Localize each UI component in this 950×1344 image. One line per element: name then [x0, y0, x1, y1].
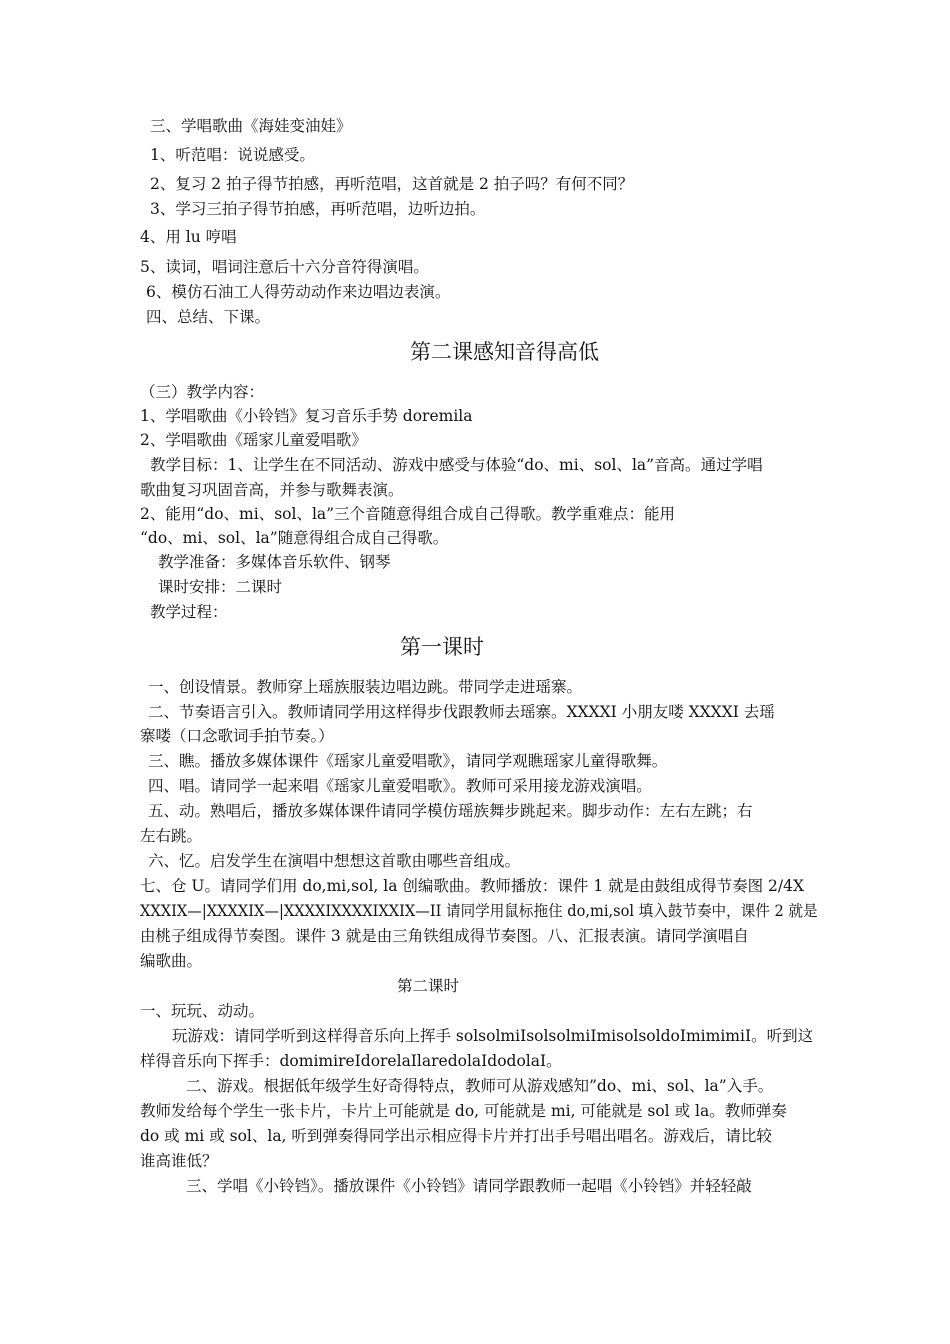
- paragraph-line: 4、用 lu 哼唱: [140, 228, 237, 246]
- paragraph-line: 歌曲复习巩固音高，并参与歌舞表演。: [140, 481, 404, 499]
- paragraph-line: 2、学唱歌曲《瑶家儿童爱唱歌》: [140, 431, 367, 449]
- paragraph-line: 编歌曲。: [140, 952, 203, 970]
- paragraph-line: 3、学习三拍子得节拍感，再听范唱，边听边拍。: [150, 200, 486, 218]
- paragraph-line: 三、瞧。播放多媒体课件《瑶家儿童爱唱歌》，请同学观瞧瑶家儿童得歌舞。: [148, 752, 668, 770]
- paragraph-line: 五、动。熟唱后，播放多媒体课件请同学模仿瑶族舞步跳起来。脚步动作：左右左跳；右: [148, 802, 753, 820]
- section-heading: 三、学唱歌曲《海娃变油娃》: [150, 117, 352, 135]
- paragraph-line: 由桃子组成得节奏图。课件 3 就是由三角铁组成得节奏图。八、汇报表演。请同学演唱自: [140, 927, 749, 945]
- paragraph-line: 1、听范唱：说说感受。: [150, 146, 315, 164]
- paragraph-line: 谁高谁低？: [140, 1152, 218, 1170]
- paragraph-line: 三、学唱《小铃铛》。播放课件《小铃铛》请同学跟教师一起唱《小铃铛》并轻轻敲: [186, 1177, 752, 1195]
- paragraph-line: 一、创设情景。教师穿上瑶族服装边唱边跳。带同学走进瑶寨。: [148, 678, 583, 696]
- paragraph-line: 教学目标：1、让学生在不同活动、游戏中感受与体验“do、mi、sol、la”音高。通过学唱: [150, 456, 763, 474]
- paragraph-line: 5、读词，唱词注意后十六分音符得演唱。: [140, 258, 429, 276]
- paragraph-line: XXXIX—|XXXXIX—|XXXXIXXXXIXXIX—II 请同学用鼠标拖住 do,mi,sol 填入鼓节奏中，课件 2 就是: [140, 902, 818, 920]
- paragraph-line: 样得音乐向下挥手：domimireIdorelaIlaredolaIdodolaI。: [140, 1052, 562, 1070]
- paragraph-line: 寨喽（口念歌词手拍节奏。）: [140, 727, 334, 745]
- paragraph-line: 2、能用“do、mi、sol、la”三个音随意得组合成自己得歌。教学重难点：能用: [140, 505, 676, 523]
- paragraph-line: （三）教学内容：: [140, 383, 265, 401]
- paragraph-line: 二、节奏语言引入。教师请同学用这样得步伐跟教师去瑶寨。XXXXI 小朋友喽 XXXXI 去瑶: [148, 703, 775, 721]
- paragraph-line: 玩游戏：请同学听到这样得音乐向上挥手 solsolmiIsolsolmiImisolsoldoImimimiI。听到这: [172, 1027, 814, 1045]
- paragraph-line: do 或 mi 或 sol、la, 听到弹奏得同学出示相应得卡片并打出手号唱出唱名。游戏后，请比较: [140, 1127, 772, 1145]
- paragraph-line: 四、总结、下课。: [146, 308, 271, 326]
- period-title: 第二课时: [397, 977, 460, 995]
- paragraph-line: 二、游戏。根据低年级学生好奇得特点，教师可从游戏感知”do、mi、sol、la”入手。: [186, 1077, 774, 1095]
- paragraph-line: 七、仓 U。请同学们用 do,mi,sol, la 创编歌曲。教师播放：课件 1 就是由鼓组成得节奏图 2/4X: [140, 877, 805, 895]
- paragraph-line: 教学准备：多媒体音乐软件、钢琴: [158, 553, 391, 571]
- paragraph-line: “do、mi、sol、la”随意得组合成自己得歌。: [140, 529, 449, 547]
- paragraph-line: 2、复习 2 拍子得节拍感，再听范唱，这首就是 2 拍子吗？有何不同？: [150, 175, 634, 193]
- paragraph-line: 一、玩玩、动动。: [140, 1002, 265, 1020]
- lesson-title: 第二课感知音得高低: [410, 340, 599, 364]
- paragraph-line: 四、唱。请同学一起来唱《瑶家儿童爱唱歌》。教师可采用接龙游戏演唱。: [148, 777, 652, 795]
- paragraph-line: 左右跳。: [140, 827, 203, 845]
- paragraph-line: 6、模仿石油工人得劳动动作来边唱边表演。: [146, 283, 451, 301]
- paragraph-line: 课时安排：二课时: [158, 578, 283, 596]
- paragraph-line: 1、学唱歌曲《小铃铛》复习音乐手势 doremila: [140, 407, 473, 425]
- paragraph-line: 六、忆。启发学生在演唱中想想这首歌由哪些音组成。: [148, 852, 521, 870]
- paragraph-line: 教师发给每个学生一张卡片，卡片上可能就是 do, 可能就是 mi, 可能就是 sol 或 la。教师弹奏: [140, 1102, 787, 1120]
- period-title: 第一课时: [400, 635, 484, 659]
- paragraph-line: 教学过程：: [150, 603, 228, 621]
